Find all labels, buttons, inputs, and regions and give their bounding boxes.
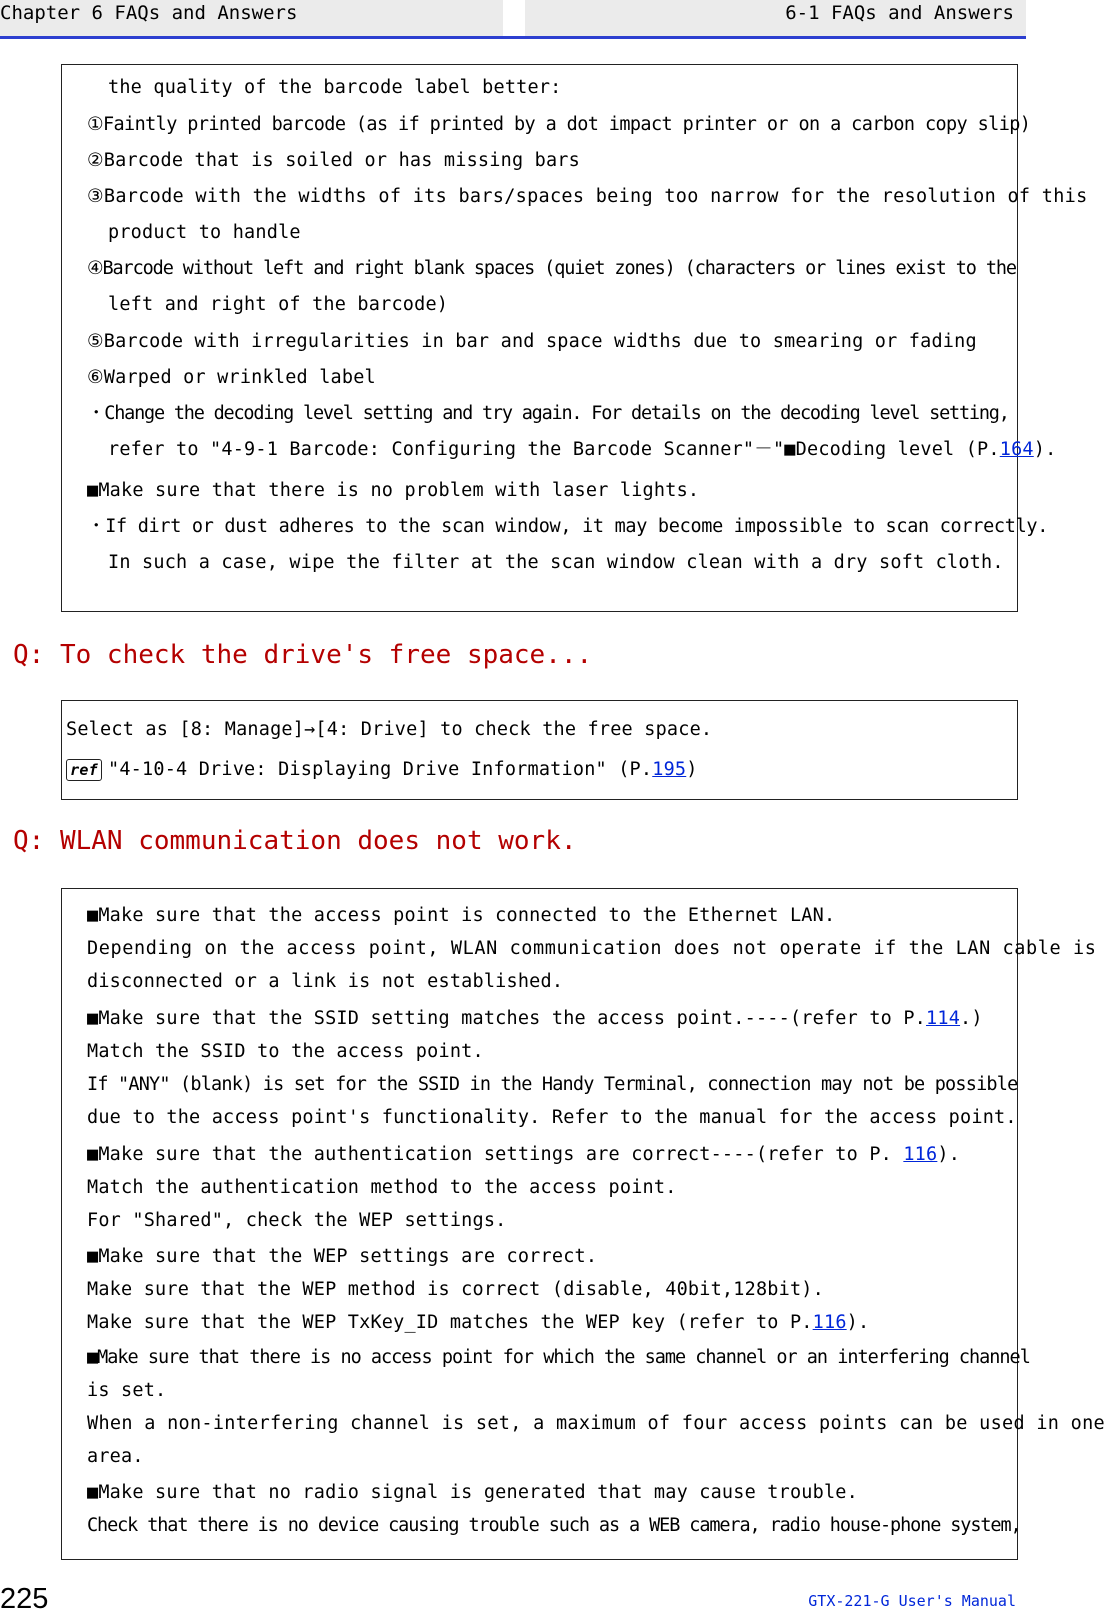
page-header	[0, 0, 1026, 39]
text-line: In such a case, wipe the filter at the scan window clean with a dry soft cloth.	[108, 552, 1004, 573]
text-line: ②Barcode that is soiled or has missing bars	[87, 150, 580, 171]
text-line: is set.	[87, 1380, 167, 1401]
question-wlan: Q: WLAN communication does not work.	[13, 826, 577, 856]
text-line: left and right of the barcode)	[108, 294, 449, 315]
drive-answer-box	[61, 700, 1018, 800]
text-line	[66, 752, 698, 788]
question-drive-free-space: Q: To check the drive's free space...	[13, 640, 593, 670]
text-line: Depending on the access point, WLAN communication does not operate if the LAN cable is	[87, 938, 1097, 959]
text-line: area.	[87, 1446, 144, 1467]
text-segment: "4-10-4 Drive: Displaying Drive Information" (P.	[108, 759, 653, 780]
text-line: When a non-interfering channel is set, a maximum of four access points can be used in one	[87, 1413, 1105, 1434]
text-segment: ).	[937, 1144, 961, 1165]
text-line: ■Make sure that the access point is connected to the Ethernet LAN.	[87, 905, 836, 926]
text-segment: refer to "4-9-1 Barcode: Configuring the Barcode Scanner"－"■Decoding level (P.	[108, 439, 1000, 460]
wlan-answer-box	[61, 888, 1105, 1560]
section-title: 6-1 FAQs and Answers	[785, 2, 1014, 24]
text-line: Make sure that the WEP method is correct (disable, 40bit,128bit).	[87, 1279, 824, 1300]
text-segment: ).	[1033, 439, 1057, 460]
page-link-164[interactable]: 164	[999, 439, 1034, 460]
text-line: Match the SSID to the access point.	[87, 1041, 484, 1062]
text-line: Match the authentication method to the access point.	[87, 1177, 677, 1198]
text-line	[87, 1306, 869, 1339]
text-line: If "ANY" (blank) is set for the SSID in the Handy Terminal, connection may not be possible	[87, 1074, 1018, 1095]
text-line: ■Make sure that the WEP settings are correct.	[87, 1246, 598, 1267]
text-line: disconnected or a link is not established.	[87, 971, 564, 992]
text-line: Select as [8: Manage]→[4: Drive] to check the free space.	[66, 719, 713, 740]
text-line	[87, 1002, 983, 1035]
text-segment: ).	[846, 1312, 870, 1333]
text-line: ④Barcode without left and right blank spaces (quiet zones) (characters or lines exist to the	[87, 258, 1016, 279]
text-line: ■Make sure that there is no problem with laser lights.	[87, 480, 700, 501]
page-link-116[interactable]: 116	[812, 1312, 847, 1333]
text-line: ①Faintly printed barcode (as if printed by a dot impact printer or on a carbon copy slip)	[87, 114, 1031, 135]
barcode-tips-box	[61, 64, 1088, 612]
page-link-195[interactable]: 195	[652, 759, 687, 780]
text-line: the quality of the barcode label better:	[108, 77, 562, 98]
text-line: ③Barcode with the widths of its bars/spaces being too narrow for the resolution of this	[87, 186, 1088, 207]
text-line	[108, 432, 1056, 468]
text-line: Check that there is no device causing trouble such as a WEB camera, radio house-phone system,	[87, 1515, 1021, 1536]
text-line: ・Change the decoding level setting and try again. For details on the decoding level setting,	[87, 403, 1009, 424]
header-divider	[503, 0, 525, 36]
ref-icon: ref	[66, 759, 102, 781]
text-line: For "Shared", check the WEP settings.	[87, 1210, 507, 1231]
text-line: ■Make sure that no radio signal is generated that may cause trouble.	[87, 1482, 858, 1503]
manual-title: GTX-221-G User's Manual	[808, 1592, 1016, 1610]
text-line: ■Make sure that there is no access point for which the same channel or an interfering channel	[87, 1347, 1030, 1368]
text-line: ⑤Barcode with irregularities in bar and space widths due to smearing or fading	[87, 331, 977, 352]
text-line: ⑥Warped or wrinkled label	[87, 367, 376, 388]
text-line: due to the access point's functionality. Refer to the manual for the access point.	[87, 1107, 1017, 1128]
text-segment: .)	[960, 1008, 983, 1029]
text-segment: )	[686, 759, 698, 780]
page-number: 225	[0, 1583, 49, 1615]
chapter-title: Chapter 6 FAQs and Answers	[0, 2, 298, 24]
text-segment: ■Make sure that the SSID setting matches the access point.----(refer to P.	[87, 1008, 927, 1029]
page-link-114[interactable]: 114	[926, 1008, 961, 1029]
text-line: ・If dirt or dust adheres to the scan window, it may become impossible to scan correctly.	[87, 516, 1049, 537]
text-segment: ■Make sure that the authentication settings are correct----(refer to P.	[87, 1144, 904, 1165]
text-line: product to handle	[108, 222, 301, 243]
text-segment: Make sure that the WEP TxKey_ID matches the WEP key (refer to P.	[87, 1312, 813, 1333]
page-link-116[interactable]: 116	[903, 1144, 938, 1165]
text-line	[87, 1138, 960, 1171]
